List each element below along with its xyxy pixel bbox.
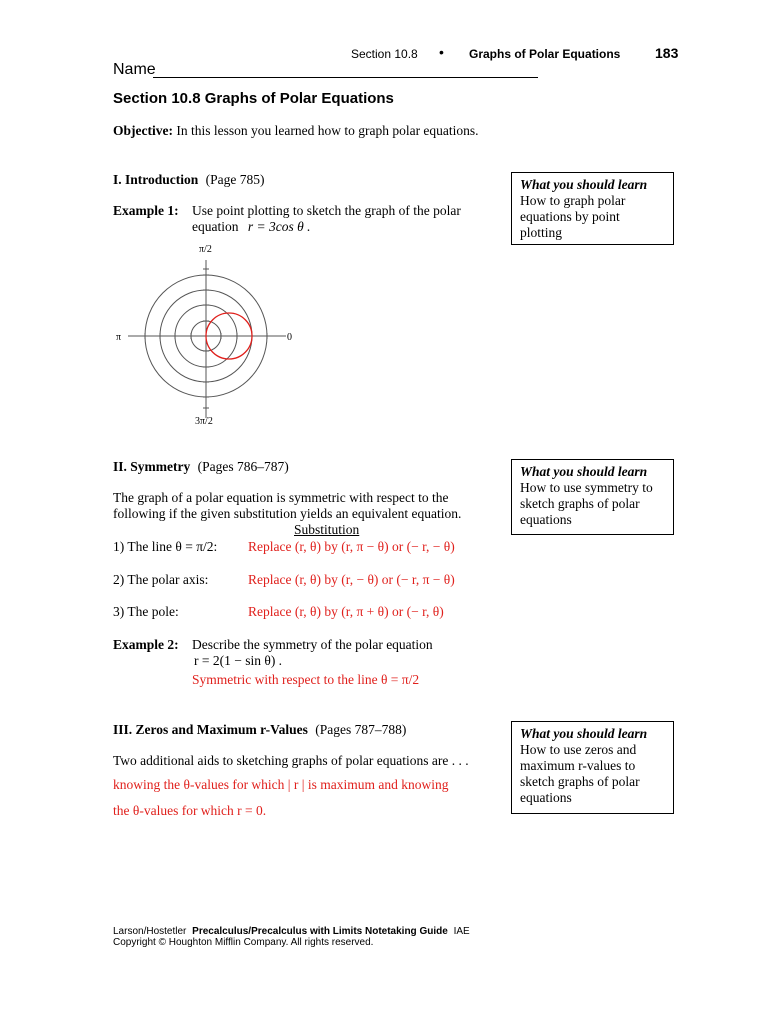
footer-author: Larson/Hostetler (113, 926, 187, 937)
zeros-line1: Two additional aids to sketching graphs of polar equations are . . . (113, 753, 469, 768)
section-title: Section 10.8 Graphs of Polar Equations (113, 90, 394, 107)
zeros-answer-line1: knowing the θ-values for which | r | is maximum and knowing (113, 777, 449, 792)
objective (113, 123, 479, 139)
zeros-pages: (Pages 787–788) (315, 722, 407, 737)
footer-book-title: Precalculus/Precalculus with Limits Notetaking Guide (192, 926, 448, 937)
learn-box-1-text: How to graph polar equations by point plotting (520, 193, 626, 240)
intro-heading (113, 172, 265, 188)
learn-box-1-heading: What you should learn (520, 177, 648, 192)
footer-copyright: Copyright © Houghton Mifflin Company. All rights reserved. (113, 937, 374, 948)
example1-label: Example 1: (113, 203, 179, 218)
symmetry-intro-line2: following if the given substitution yields an equivalent equation. (113, 506, 462, 521)
example2-label: Example 2: (113, 637, 179, 652)
objective-label: Objective: (113, 123, 173, 138)
polar-graph (110, 240, 310, 430)
symmetry-row-1-value: Replace (r, θ) by (r, π − θ) or (− r, − θ) (248, 539, 455, 554)
learn-box-2-heading: What you should learn (520, 464, 648, 479)
learn-box-2-text: How to use symmetry to sketch graphs of polar equations (520, 480, 653, 527)
zeros-answer-line2: the θ-values for which r = 0. (113, 803, 267, 818)
name-label: Name (113, 61, 156, 78)
example1-equation: r = 3cos θ . (247, 219, 311, 234)
example2-equation: r = 2(1 − sin θ) . (194, 653, 283, 668)
page-number: 183 (655, 45, 679, 61)
symmetry-heading-text: II. Symmetry (113, 459, 191, 474)
objective-text: In this lesson you learned how to graph polar equations. (176, 123, 479, 138)
symmetry-heading (113, 459, 289, 475)
learn-box-3 (511, 721, 674, 814)
label-pi: π (116, 332, 122, 343)
symmetry-row-1-label: 1) The line θ = π/2: (113, 539, 218, 554)
name-underline[interactable] (153, 77, 538, 78)
example2-answer: Symmetric with respect to the line θ = π/2 (192, 672, 420, 687)
intro-heading-text: I. Introduction (113, 172, 199, 187)
symmetry-row-3-value: Replace (r, θ) by (r, π + θ) or (− r, θ) (248, 604, 444, 619)
header-title: Graphs of Polar Equations (469, 47, 621, 61)
footer-line1 (113, 926, 470, 937)
symmetry-row-3-label: 3) The pole: (113, 604, 179, 619)
learn-box-1 (511, 172, 674, 245)
label-pi-over-2: π/2 (199, 244, 212, 255)
learn-box-3-text: How to use zeros and maximum r-values to sketch graphs of polar equations (520, 742, 640, 805)
learn-box-3-heading: What you should learn (520, 726, 648, 741)
example2-line1: Describe the symmetry of the polar equation (192, 637, 433, 652)
label-3pi-over-2: 3π/2 (195, 416, 213, 427)
symmetry-intro-line1: The graph of a polar equation is symmetric with respect to the (113, 490, 449, 505)
zeros-heading (113, 722, 406, 738)
substitution-header: Substitution (294, 522, 360, 537)
symmetry-row-2-value: Replace (r, θ) by (r, − θ) or (− r, π − θ) (248, 572, 455, 587)
example1-line2: equation r = 3cos θ . (192, 219, 311, 234)
symmetry-row-2-label: 2) The polar axis: (113, 572, 209, 587)
footer-edition: IAE (453, 926, 470, 937)
intro-pages: (Page 785) (205, 172, 265, 187)
zeros-heading-text: III. Zeros and Maximum r-Values (113, 722, 308, 737)
label-zero: 0 (287, 332, 292, 343)
header-bullet: • (439, 44, 444, 60)
header-section-label: Section 10.8 (351, 47, 418, 61)
symmetry-pages: (Pages 786–787) (197, 459, 289, 474)
learn-box-2 (511, 459, 674, 535)
example1-line1: Use point plotting to sketch the graph of the polar (192, 203, 461, 218)
